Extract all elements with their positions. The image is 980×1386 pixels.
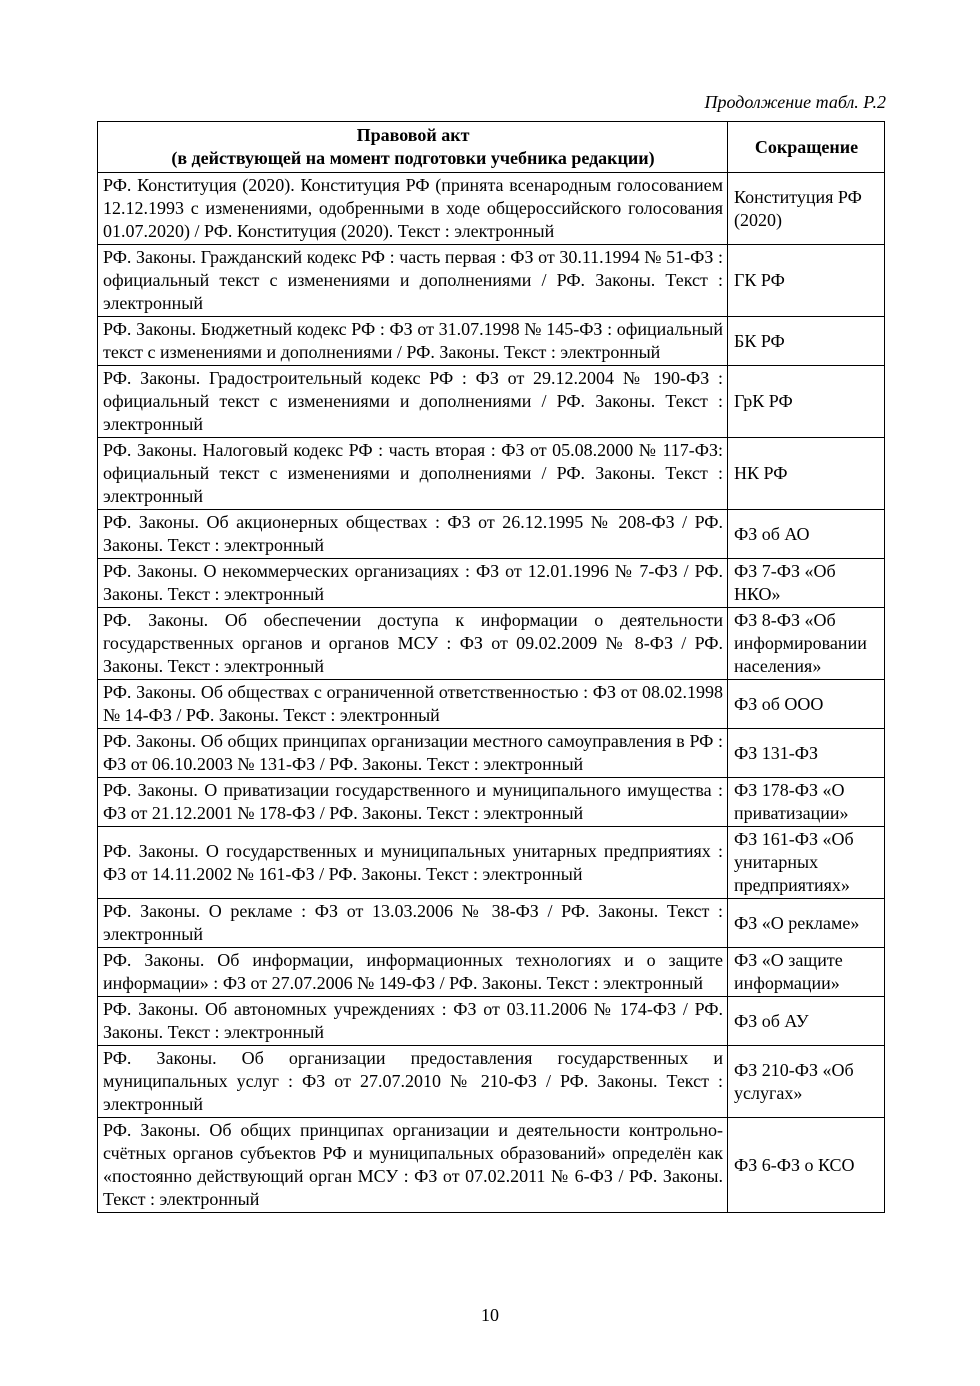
- abbreviation-cell: НК РФ: [728, 438, 885, 510]
- legal-act-cell: РФ. Законы. О некоммерческих организациях : ФЗ от 12.01.1996 № 7-ФЗ / РФ. Законы. Текст : электронный: [98, 559, 728, 608]
- table-row: [98, 899, 885, 948]
- legal-act-cell: РФ. Законы. Об общих принципах организации местного самоуправления в РФ : ФЗ от 06.10.2003 № 131-ФЗ / РФ. Законы. Текст : электронный: [98, 729, 728, 778]
- table-continuation-caption: Продолжение табл. Р.2: [704, 92, 886, 112]
- header-legal-act: [98, 122, 728, 173]
- page-number: 10: [481, 1305, 499, 1325]
- abbreviation-cell: ФЗ 131-ФЗ: [728, 729, 885, 778]
- table-row: [98, 317, 885, 366]
- table-row: [98, 173, 885, 245]
- abbreviation-cell: ФЗ 8-ФЗ «Об информировании населения»: [728, 608, 885, 680]
- legal-act-cell: РФ. Законы. Об общих принципах организации и деятельности контрольно-счётных органов субъектов РФ и муниципальных образований» определён как «постоянно действующий орган МСУ : ФЗ от 07.02.2011 № 6-ФЗ / РФ. Законы. Текст : электронный: [98, 1118, 728, 1213]
- legal-act-cell: РФ. Конституция (2020). Конституция РФ (принята всенародным голосованием 12.12.1993 с изменениями, одобренными в ходе общероссийского голосования 01.07.2020) / РФ. Конституция (2020). Текст : электронный: [98, 173, 728, 245]
- abbreviation-cell: ФЗ об АУ: [728, 997, 885, 1046]
- table-row: [98, 438, 885, 510]
- header-legal-act-line2: (в действующей на момент подготовки учебника редакции): [171, 148, 655, 168]
- header-abbreviation: Сокращение: [728, 122, 885, 173]
- legal-act-cell: РФ. Законы. Об информации, информационных технологиях и о защите информации» : ФЗ от 27.07.2006 № 149-ФЗ / РФ. Законы. Текст : электронный: [98, 948, 728, 997]
- abbreviation-cell: ФЗ 161-ФЗ «Об унитарных предприятиях»: [728, 827, 885, 899]
- legal-act-cell: РФ. Законы. Об акционерных обществах : ФЗ от 26.12.1995 № 208-ФЗ / РФ. Законы. Текст : электронный: [98, 510, 728, 559]
- table-row: [98, 559, 885, 608]
- abbreviation-cell: ФЗ об ООО: [728, 680, 885, 729]
- table-row: [98, 948, 885, 997]
- table-header-row: [98, 122, 885, 173]
- table-row: [98, 680, 885, 729]
- table-row: [98, 608, 885, 680]
- legal-act-cell: РФ. Законы. Об автономных учреждениях : ФЗ от 03.11.2006 № 174-ФЗ / РФ. Законы. Текст : электронный: [98, 997, 728, 1046]
- abbreviation-cell: ФЗ «О рекламе»: [728, 899, 885, 948]
- abbreviation-cell: Конституция РФ (2020): [728, 173, 885, 245]
- table-row: [98, 1046, 885, 1118]
- legal-act-cell: РФ. Законы. О рекламе : ФЗ от 13.03.2006 № 38-ФЗ / РФ. Законы. Текст : электронный: [98, 899, 728, 948]
- legal-act-cell: РФ. Законы. О государственных и муниципальных унитарных предприятиях : ФЗ от 14.11.2002 № 161-ФЗ / РФ. Законы. Текст : электронный: [98, 827, 728, 899]
- table-row: [98, 997, 885, 1046]
- abbreviation-cell: ФЗ «О защите информации»: [728, 948, 885, 997]
- abbreviation-cell: ФЗ 6-ФЗ о КСО: [728, 1118, 885, 1213]
- legal-act-cell: РФ. Законы. Налоговый кодекс РФ : часть вторая : ФЗ от 05.08.2000 № 117-ФЗ: официальный текст с изменениями и дополнениями / РФ. Законы. Текст : электронный: [98, 438, 728, 510]
- table-row: [98, 510, 885, 559]
- legal-act-cell: РФ. Законы. Об организации предоставления государственных и муниципальных услуг : ФЗ от 27.07.2010 № 210-ФЗ / РФ. Законы. Текст : электронный: [98, 1046, 728, 1118]
- legal-act-cell: РФ. Законы. Градостроительный кодекс РФ : ФЗ от 29.12.2004 № 190-ФЗ : официальный текст с изменениями и дополнениями / РФ. Законы. Текст : электронный: [98, 366, 728, 438]
- abbreviation-cell: БК РФ: [728, 317, 885, 366]
- abbreviation-cell: ФЗ 178-ФЗ «О приватизации»: [728, 778, 885, 827]
- table-row: [98, 1118, 885, 1213]
- legal-acts-table: [97, 121, 885, 1213]
- abbreviation-cell: ФЗ 210-ФЗ «Об услугах»: [728, 1046, 885, 1118]
- abbreviation-cell: ФЗ об АО: [728, 510, 885, 559]
- legal-act-cell: РФ. Законы. О приватизации государственного и муниципального имущества : ФЗ от 21.12.2001 № 178-ФЗ / РФ. Законы. Текст : электронный: [98, 778, 728, 827]
- table-row: [98, 366, 885, 438]
- table-row: [98, 778, 885, 827]
- abbreviation-cell: ФЗ 7-ФЗ «Об НКО»: [728, 559, 885, 608]
- legal-act-cell: РФ. Законы. Об обществах с ограниченной ответственностью : ФЗ от 08.02.1998 № 14-ФЗ / РФ. Законы. Текст : электронный: [98, 680, 728, 729]
- table-row: [98, 729, 885, 778]
- legal-act-cell: РФ. Законы. Гражданский кодекс РФ : часть первая : ФЗ от 30.11.1994 № 51-ФЗ : официальный текст с изменениями и дополнениями / РФ. Законы. Текст : электронный: [98, 245, 728, 317]
- table-row: [98, 245, 885, 317]
- header-legal-act-line1: Правовой акт: [356, 125, 470, 145]
- abbreviation-cell: ГК РФ: [728, 245, 885, 317]
- table-row: [98, 827, 885, 899]
- legal-act-cell: РФ. Законы. Об обеспечении доступа к информации о деятельности государственных органов и органов МСУ : ФЗ от 09.02.2009 № 8-ФЗ / РФ. Законы. Текст : электронный: [98, 608, 728, 680]
- abbreviation-cell: ГрК РФ: [728, 366, 885, 438]
- legal-act-cell: РФ. Законы. Бюджетный кодекс РФ : ФЗ от 31.07.1998 № 145-ФЗ : официальный текст с изменениями и дополнениями / РФ. Законы. Текст : электронный: [98, 317, 728, 366]
